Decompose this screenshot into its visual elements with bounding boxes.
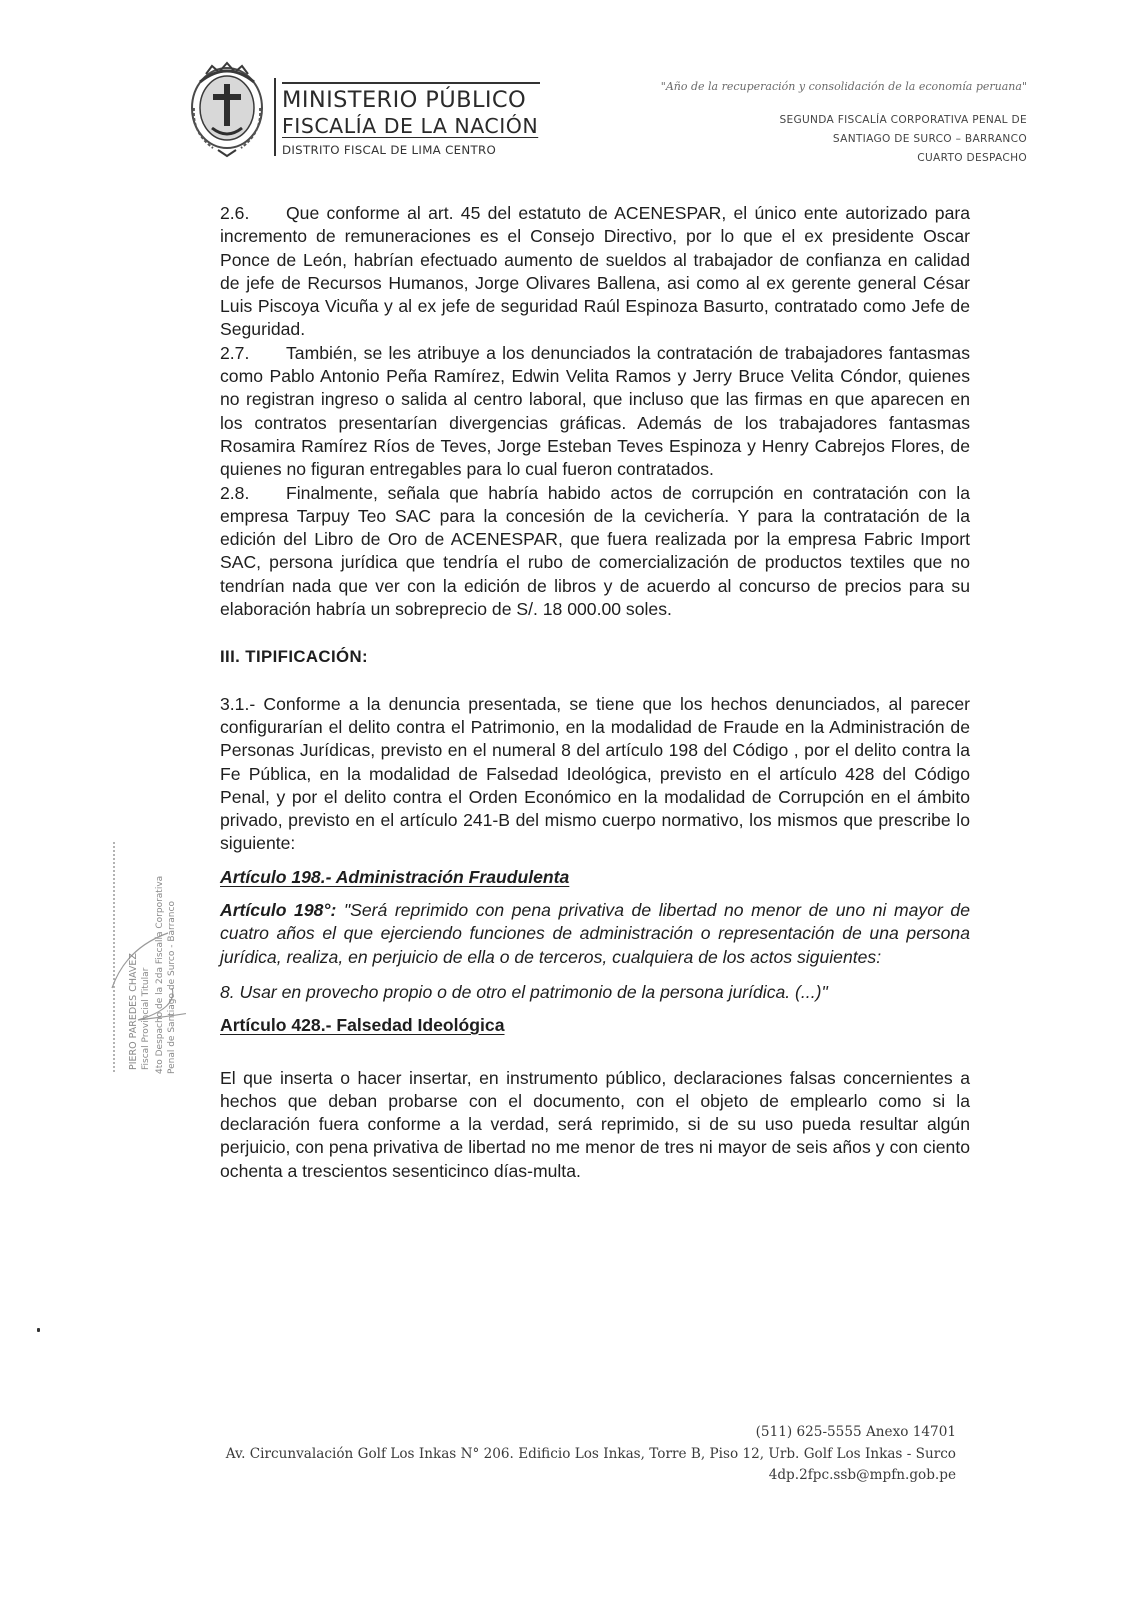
- article-198-heading: Artículo 198.- Administración Fraudulenta: [220, 866, 570, 887]
- paragraph-text: También, se les atribuye a los denunciados la contratación de trabajadores fantasmas como Pablo Antonio Peña Ramírez, Edwin Velita Ramos y Jerry Bruce Velita Cóndor, quienes no registran ingreso o salida al centro laboral, que incluso que las firmas en que aparecen en los contratos presentarían divergencias gráficas. Además de los trabajadores fantasmas Rosamira Ramírez Ríos de Teves, Jorge Esteban Teves Espinoza y Henry Cabrejos Flores, de quienes no figuran entregables para lo cual fueron contratados.: [220, 342, 970, 480]
- office-line: SANTIAGO DE SURCO – BARRANCO: [832, 133, 1027, 145]
- stamp-line: PIERO PAREDES CHAVEZ: [128, 953, 139, 1070]
- office-line: CUARTO DESPACHO: [917, 152, 1027, 164]
- document-body: [220, 202, 970, 1183]
- footer-email: 4dp.2fpc.ssb@mpfn.gob.pe: [768, 1467, 956, 1483]
- scan-speck: [37, 1328, 40, 1332]
- paragraph-number: 2.6.: [220, 203, 250, 223]
- paragraph-number: 2.8.: [220, 482, 250, 503]
- paragraph-2-7: [220, 342, 970, 482]
- institution-subtitle: FISCALÍA DE LA NACIÓN: [282, 114, 539, 138]
- paragraph-2-6: [220, 202, 970, 342]
- header-rule: [282, 82, 540, 84]
- fiscal-district: DISTRITO FISCAL DE LIMA CENTRO: [282, 143, 497, 157]
- page-footer: [226, 1422, 956, 1487]
- coat-of-arms-seal: [188, 58, 266, 158]
- section-heading: III. TIPIFICACIÓN:: [220, 647, 368, 667]
- paragraph-3-1: 3.1.- Conforme a la denuncia presentada, se tiene que los hechos denunciados, al parecer configurarían el delito contra el Patrimonio, en la modalidad de Fraude en la Administración de Personas Jurídicas, previsto en el numeral 8 del artículo 198 del Código , por el delito contra la Fe Pública, en la modalidad de Falsedad Ideológica, previsto en el artículo 428 del Código Penal, y por el delito contra el Orden Económico en la modalidad de Corrupción en el ámbito privado, previsto en el artículo 241-B del mismo cuerpo normativo, los mismos que prescribe lo siguiente:: [220, 693, 970, 854]
- office-block: [779, 111, 1027, 168]
- footer-address: Av. Circunvalación Golf Los Inkas N° 206. Edificio Los Inkas, Torre B, Piso 12, Urb. Golf Los Inkas - Surco: [225, 1445, 956, 1462]
- year-motto: "Año de la recuperación y consolidación de la economía peruana": [660, 80, 1027, 93]
- official-stamp: [108, 838, 186, 1076]
- vertical-divider: [274, 78, 276, 156]
- quote-text: "Será reprimido con pena privativa de libertad no menor de uno ni mayor de cuatro años el que ejerciendo funciones de administración o representación de una persona jurídica, realiza, en perjuicio de ella o de terceros, cualquiera de los actos siguientes:: [220, 900, 970, 967]
- paragraph-number: 2.7.: [220, 342, 250, 363]
- office-line: SEGUNDA FISCALÍA CORPORATIVA PENAL DE: [779, 114, 1027, 126]
- institution-name: MINISTERIO PÚBLICO: [282, 87, 527, 113]
- paragraph-text: Finalmente, señala que habría habido actos de corrupción en contratación con la empresa Tarpuy Teo SAC para la concesión de la cevichería. Y para la contratación de la edición del Libro de Oro de ACENESPAR, que fuera realizada por la empresa Fabric Import SAC, persona jurídica que tendría el rubo de comercialización de productos textiles que no tendrían nada que ver con la edición de libros y de acuerdo al concurso de precios para su elaboración habría un sobreprecio de S/. 18 000.00 soles.: [220, 482, 970, 620]
- article-428-heading: Artículo 428.- Falsedad Ideológica: [220, 1015, 505, 1036]
- article-198-label: Artículo 198°:: [220, 900, 337, 921]
- article-198-quote: [220, 899, 970, 969]
- stamp-line: 4to Despacho de la 2da Fiscalía Corporativa: [155, 875, 165, 1074]
- paragraph-text: Que conforme al art. 45 del estatuto de ACENESPAR, el único ente autorizado para incremento de remuneraciones es el Consejo Directivo, por lo que el ex presidente Oscar Ponce de León, habrían efectuado aumento de sueldos al trabajador de confianza en calidad de jefe de Recursos Humanos, Jorge Olivares Ballena, asi como al ex gerente general César Luis Piscoya Vicuña y al ex jefe de seguridad Raúl Espinoza Basurto, contratado como Jefe de Seguridad.: [220, 203, 970, 340]
- institution-block: [282, 82, 552, 159]
- paragraph-2-8: [220, 482, 970, 622]
- article-428-text: El que inserta o hacer insertar, en instrumento público, declaraciones falsas concernientes a hechos que deban probarse con el documento, con el objeto de emplearlo como si la declaración fuera conforme a la verdad, será reprimido, si de su uso pueda resultar algún perjuicio, con pena privativa de libertad no me menor de tres ni mayor de seis años y con ciento ochenta a trescientos sesenticinco días-multa.: [220, 1067, 970, 1181]
- article-198-item-8: 8. Usar en provecho propio o de otro el patrimonio de la persona jurídica. (...)": [220, 981, 828, 1002]
- stamp-line: Fiscal Provincial Titular: [141, 967, 151, 1070]
- footer-phone: (511) 625-5555 Anexo 14701: [755, 1424, 956, 1440]
- stamp-line: Penal de Santiago de Surco - Barranco: [167, 901, 177, 1074]
